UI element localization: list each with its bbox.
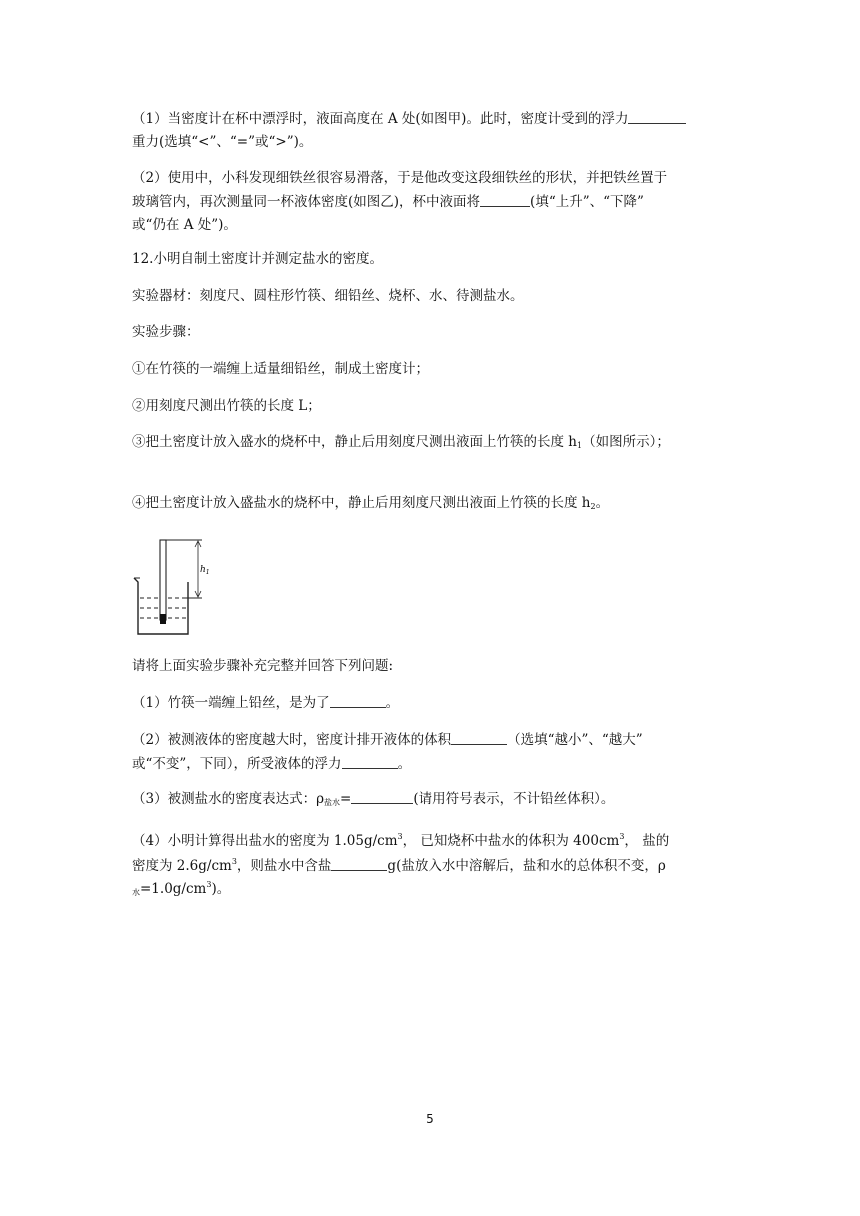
q11-part2-text-2: 玻璃管内，再次测量同一杯液体密度(如图乙)，杯中液面将 [132,194,481,210]
q12-step4-text-2: 。 [595,495,610,511]
q12-title-text: 12.小明自制土密度计并测定盐水的密度。 [132,251,383,267]
q12-sub3-text: （3）被测盐水的密度表达式：ρ [132,791,325,807]
q12-sub3 [132,790,614,812]
q12-instruction-text: 请将上面实验步骤补充完整并回答下列问题: [132,658,394,674]
q12-sub4-text-3: ， 盐的 [624,833,670,849]
superscript: 3 [206,880,212,889]
superscript: 3 [397,832,403,841]
q11-part2-line3 [132,216,237,234]
q11-part2-text-4: 或“仍在 A 处”)。 [132,217,237,233]
q12-sub4-text-4: 密度为 2.6g/cm [132,858,232,874]
answer-blank [480,194,530,207]
lead-wire-weight [160,614,166,624]
q11-part1-line2 [132,133,312,151]
chopstick [160,540,166,620]
q12-step3 [132,433,670,455]
q12-sub2-text-4: 。 [397,756,412,772]
superscript: 3 [231,857,237,866]
q11-part2-line1 [132,169,667,187]
subscript: 水 [132,888,140,897]
q12-sub4-text-8: )。 [211,881,231,897]
q12-sub4-text-7: =1.0g/cm [140,881,207,897]
q12-step4-text: ④把土密度计放入盛盐水的烧杯中，静止后用刻度尺测出液面上竹筷的长度 h [132,495,591,511]
q12-sub1 [132,694,399,712]
q12-sub4-text-2: ， 已知烧杯中盐水的体积为 400cm [402,833,620,849]
q12-step1-text: ①在竹筷的一端缠上适量细铅丝，制成土密度计； [132,361,429,377]
subscript: 1 [577,441,583,450]
q12-sub1-text-2: 。 [385,695,400,711]
q12-title [132,250,383,268]
q11-part1-line1 [132,110,686,128]
answer-blank [351,791,413,804]
q12-materials [132,287,524,305]
q12-sub2-text-3: 或“不变”，下同），所受液体的浮力 [132,756,342,772]
subscript: 2 [590,502,596,511]
q12-sub4-text-5: ，则盐水中含盐 [236,858,332,874]
q12-sub4-line2 [132,853,666,875]
q11-part2-text-3: (填“上升”、“下降” [530,194,644,210]
q12-step2-text: ②用刻度尺测出竹筷的长度 L； [132,398,321,414]
q12-step3-text-2: （如图所示）； [582,434,670,450]
q12-sub4-line3 [132,876,230,902]
q12-instruction [132,657,393,675]
q12-sub4-text-6: g(盐放入水中溶解后，盐和水的总体积不变，ρ [387,858,666,874]
q12-sub4-text: （4）小明计算得出盐水的密度为 1.05g/cm [132,833,398,849]
q11-part2-line2 [132,193,644,211]
q12-sub3-text-3: (请用符号表示，不计铅丝体积）。 [413,791,615,807]
q12-sub1-text: （1）竹筷一端缠上铅丝，是为了 [132,695,330,711]
q11-part1-text-2: 重力(选填“<”、“=”或“>”)。 [132,134,313,150]
subscript: 盐水 [324,798,341,807]
answer-blank [451,732,507,745]
superscript: 3 [619,832,625,841]
answer-blank [331,858,387,871]
densimeter-beaker-figure [132,538,222,638]
q12-materials-text: 实验器材：刻度尺、圆柱形竹筷、细铅丝、烧杯、水、待测盐水。 [132,288,524,304]
q12-step4 [132,494,609,516]
answer-blank [628,111,686,124]
q11-part1-text: （1）当密度计在杯中漂浮时，液面高度在 A 处(如图甲)。此时，密度计受到的浮力 [132,111,629,127]
q12-step1 [132,360,429,378]
q12-sub4-line1 [132,828,669,850]
q12-step2 [132,397,321,415]
q12-sub2-line2 [132,755,411,773]
q12-sub2-text-2: （选填“越小”、“越大” [507,732,643,748]
q12-sub2-line1 [132,731,643,749]
h1-label: $h_1$ [200,565,210,576]
q12-steps-label [132,323,200,341]
q12-step3-text: ③把土密度计放入盛水的烧杯中，静止后用刻度尺测出液面上竹筷的长度 h [132,434,577,450]
q12-sub3-text-2: = [340,791,352,807]
page-number: 5 [426,1112,434,1126]
q12-steps-label-text: 实验步骤： [132,324,200,340]
q12-sub2-text: （2）被测液体的密度越大时，密度计排开液体的体积 [132,732,452,748]
answer-blank [342,756,398,769]
answer-blank [330,695,386,708]
q11-part2-text: （2）使用中，小科发现细铁丝很容易滑落，于是他改变这段细铁丝的形状，并把铁丝置于 [132,170,668,186]
